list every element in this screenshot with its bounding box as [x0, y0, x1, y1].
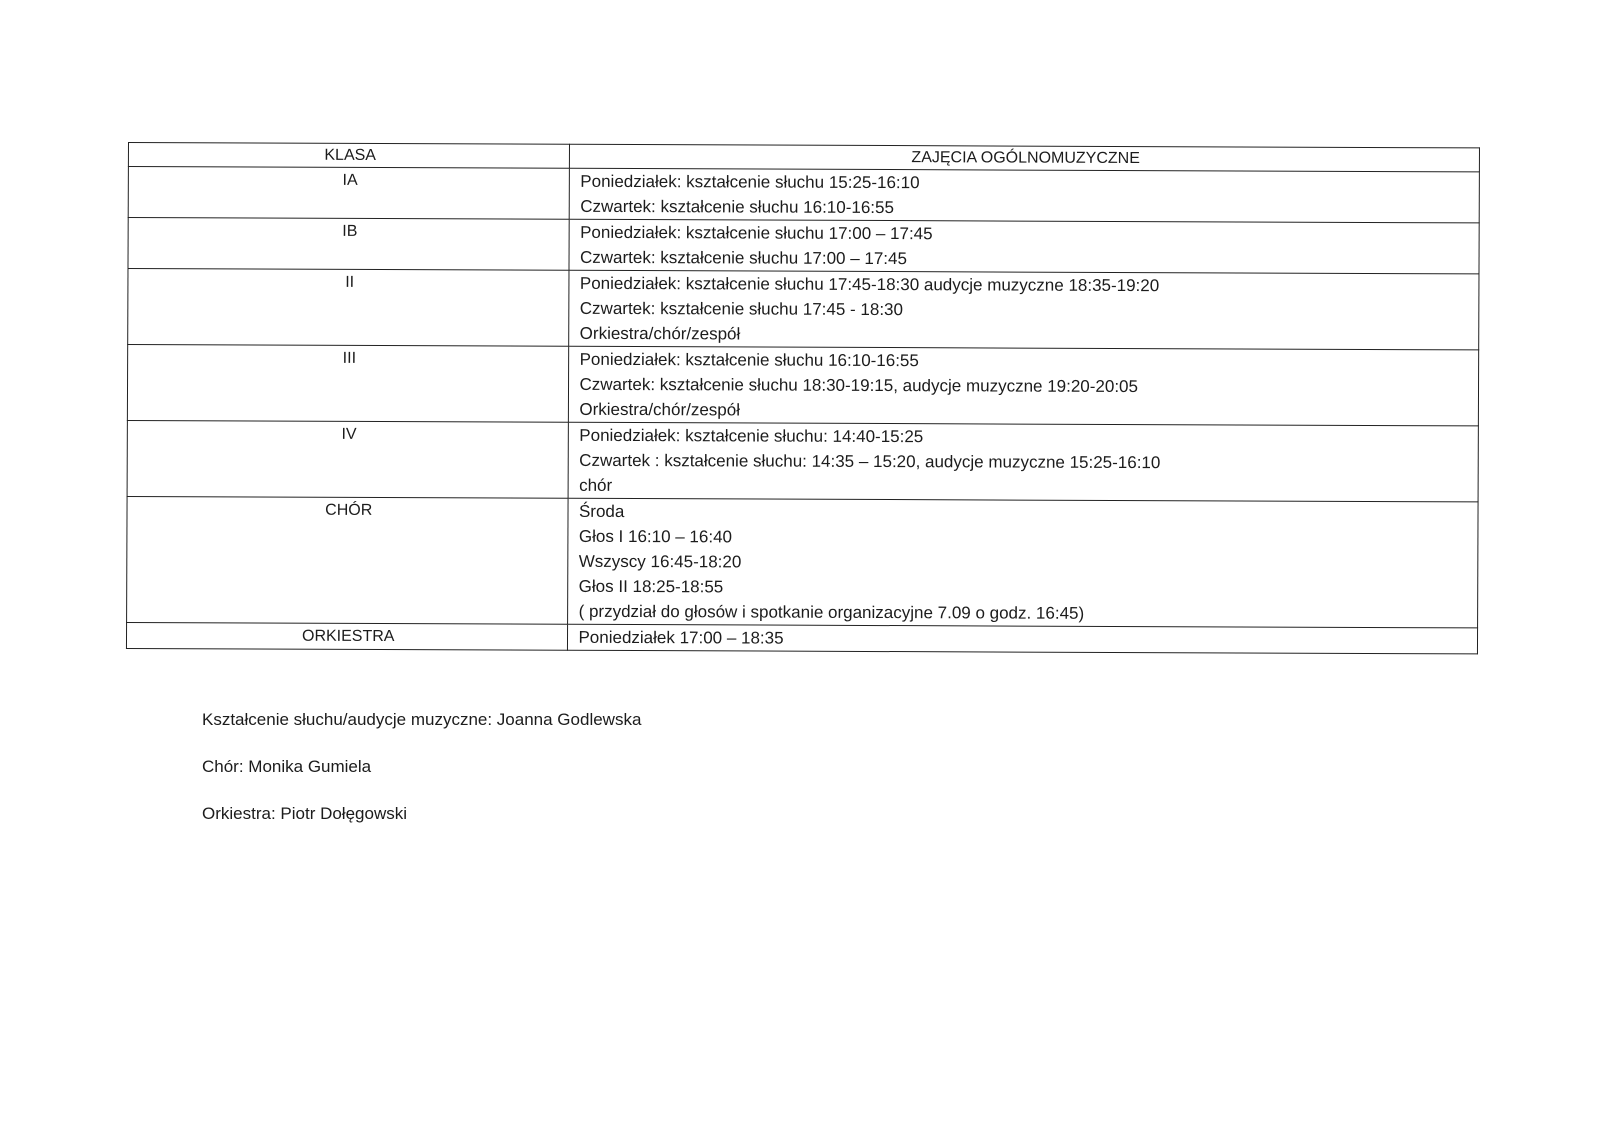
table-row	[126, 622, 1477, 653]
activity-line: Poniedziałek: kształcenie słuchu: 14:40-15:25	[579, 425, 924, 447]
activity-line: Poniedziałek: kształcenie słuchu 15:25-16:10	[580, 171, 920, 193]
table-row	[127, 345, 1478, 426]
table-row	[128, 269, 1479, 350]
header-klasa: KLASA	[128, 143, 570, 169]
class-name-cell: IA	[128, 167, 570, 220]
activity-line: Środa	[578, 501, 625, 521]
activity-line: Poniedziałek: kształcenie słuchu 17:00 – 17:45	[580, 222, 933, 244]
activity-line: Poniedziałek 17:00 – 18:35	[578, 627, 784, 648]
activities-cell	[570, 168, 1480, 223]
schedule-table	[126, 142, 1480, 654]
teacher-choir: Chór: Monika Gumiela	[202, 757, 372, 776]
activity-line: Czwartek: kształcenie słuchu 18:30-19:15, audycje muzyczne 19:20-20:05	[579, 374, 1139, 397]
activity-line: Czwartek : kształcenie słuchu: 14:35 – 15:20, audycje muzyczne 15:25-16:10	[579, 450, 1161, 473]
class-name-cell: IV	[127, 420, 569, 498]
class-name-cell: IB	[128, 218, 570, 271]
activities-cell	[568, 624, 1478, 654]
activities-cell	[569, 346, 1479, 426]
activity-line: Orkiestra/chór/zespół	[579, 399, 741, 420]
header-zajecia: ZAJĘCIA OGÓLNOMUZYCZNE	[570, 144, 1480, 172]
table-row	[127, 420, 1478, 501]
activity-line: Orkiestra/chór/zespół	[579, 323, 741, 344]
class-name-cell: ORKIESTRA	[126, 622, 568, 650]
activity-line: chór	[579, 475, 613, 495]
teachers-list	[202, 708, 641, 849]
activities-cell	[569, 270, 1479, 350]
table-row	[127, 496, 1478, 627]
table-row	[128, 167, 1479, 223]
class-name-cell: CHÓR	[127, 496, 569, 624]
activity-line: Poniedziałek: kształcenie słuchu 17:45-18:30 audycje muzyczne 18:35-19:20	[579, 273, 1160, 296]
activity-line: ( przydział do głosów i spotkanie organizacyjne 7.09 o godz. 16:45)	[578, 601, 1085, 623]
teacher-ear-training: Kształcenie słuchu/audycje muzyczne: Joanna Godlewska	[202, 710, 642, 729]
activity-line: Czwartek: kształcenie słuchu 17:00 – 17:45	[579, 247, 908, 269]
table-row	[128, 218, 1479, 274]
activities-cell	[569, 422, 1479, 502]
activity-line: Czwartek: kształcenie słuchu 16:10-16:55	[580, 196, 894, 218]
activity-line: Wszyscy 16:45-18:20	[578, 551, 742, 572]
activity-line: Czwartek: kształcenie słuchu 17:45 - 18:30	[579, 298, 904, 320]
activity-line: Poniedziałek: kształcenie słuchu 16:10-16:55	[579, 349, 919, 371]
class-name-cell: III	[127, 345, 569, 423]
activity-line: Głos I 16:10 – 16:40	[578, 526, 733, 547]
class-name-cell: II	[128, 269, 570, 347]
activities-cell	[568, 498, 1478, 628]
teacher-orchestra: Orkiestra: Piotr Dołęgowski	[202, 804, 408, 823]
activity-line: Głos II 18:25-18:55	[578, 576, 724, 597]
activities-cell	[569, 219, 1479, 274]
